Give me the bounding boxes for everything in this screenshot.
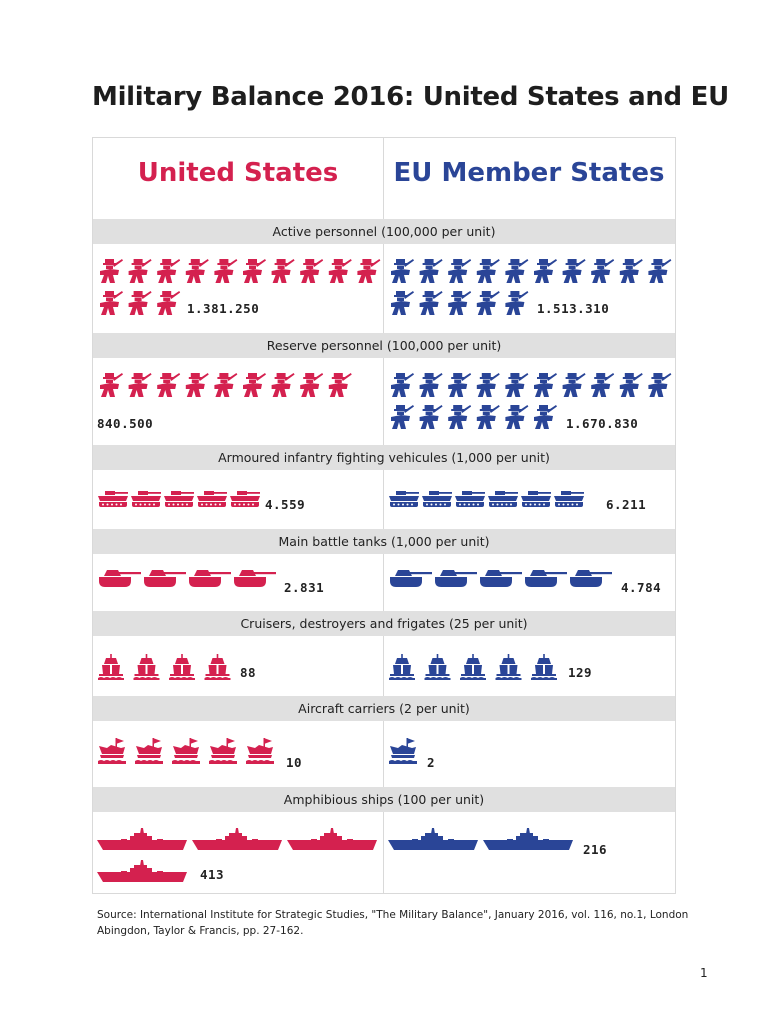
soldier-icon — [391, 259, 414, 283]
soldier-icon — [477, 405, 500, 429]
carrier-icon — [246, 738, 274, 764]
frigate-icon — [134, 654, 160, 680]
soldier-icon — [563, 373, 586, 397]
eu-ifv-value: 6.211 — [606, 497, 647, 512]
carrier-icon — [98, 738, 126, 764]
ifv-icon — [389, 491, 419, 507]
soldier-icon — [420, 259, 443, 283]
eu-reserve-personnel-value: 1.670.830 — [566, 416, 639, 431]
us-amphibious-ship-icons — [97, 828, 379, 884]
soldier-icon — [186, 259, 209, 283]
soldier-icon — [648, 259, 671, 283]
category-label: Main battle tanks (1,000 per unit) — [278, 534, 490, 549]
soldier-icon — [448, 405, 471, 429]
eu-active-personnel-icons — [388, 258, 673, 318]
soldier-icon — [391, 291, 414, 315]
amphibious-ship-icon — [388, 828, 478, 850]
amphibious-ship-icon — [192, 828, 282, 850]
soldier-icon — [391, 373, 414, 397]
eu-tank-icons — [388, 570, 614, 590]
soldier-icon — [100, 259, 123, 283]
soldier-icon — [129, 259, 152, 283]
us-active-personnel-value: 1.381.250 — [187, 301, 260, 316]
us-reserve-personnel-icons — [97, 372, 354, 400]
soldier-icon — [648, 373, 671, 397]
frigate-icon — [169, 654, 195, 680]
frigate-icon — [496, 654, 522, 680]
soldier-icon — [300, 259, 323, 283]
us-reserve-personnel-value: 840.500 — [97, 416, 154, 431]
soldier-icon — [591, 373, 614, 397]
soldier-icon — [505, 291, 528, 315]
carrier-icon — [172, 738, 200, 764]
ifv-icon — [98, 491, 128, 507]
eu-carrier-icons — [388, 738, 420, 766]
soldier-icon — [329, 373, 352, 397]
soldier-icon — [563, 259, 586, 283]
column-divider — [383, 138, 384, 893]
soldier-icon — [620, 259, 643, 283]
category-label: Cruisers, destroyers and frigates (25 per unit) — [240, 616, 528, 631]
frigate-icon — [460, 654, 486, 680]
category-band-aircraft-carriers — [93, 696, 675, 721]
soldier-icon — [420, 373, 443, 397]
soldier-icon — [505, 405, 528, 429]
soldier-icon — [214, 259, 237, 283]
us-ifv-value: 4.559 — [265, 497, 306, 512]
category-label: Aircraft carriers (2 per unit) — [298, 701, 470, 716]
soldier-icon — [534, 373, 557, 397]
soldier-icon — [591, 259, 614, 283]
soldier-icon — [186, 373, 209, 397]
soldier-icon — [420, 291, 443, 315]
carrier-icon — [209, 738, 237, 764]
soldier-icon — [505, 373, 528, 397]
us-carrier-icons — [97, 738, 277, 766]
us-tank-value: 2.831 — [284, 580, 325, 595]
soldier-icon — [534, 259, 557, 283]
ifv-icon — [521, 491, 551, 507]
eu-amphibious-ship-icons — [388, 828, 575, 852]
tank-icon — [144, 570, 186, 587]
column-header-us: United States — [137, 158, 339, 188]
tank-icon — [390, 570, 432, 587]
ifv-icon — [422, 491, 452, 507]
tank-icon — [570, 570, 612, 587]
frigate-icon — [425, 654, 451, 680]
tank-icon — [525, 570, 567, 587]
source-note: Source: International Institute for Strategic Studies, "The Military Balance", January 2016, vol. 116, no.1, London Abingdon, Taylor & Francis, pp. 27-162. — [97, 909, 689, 937]
soldier-icon — [157, 259, 180, 283]
amphibious-ship-icon — [483, 828, 573, 850]
soldier-icon — [448, 373, 471, 397]
us-frigate-value: 88 — [240, 665, 257, 680]
soldier-icon — [534, 405, 557, 429]
eu-ifv-icons — [388, 490, 587, 510]
soldier-icon — [477, 373, 500, 397]
us-frigate-icons — [97, 654, 234, 682]
eu-amphibious-ship-value: 216 — [583, 842, 608, 857]
soldier-icon — [357, 259, 380, 283]
category-band-surface-combatants — [93, 611, 675, 636]
amphibious-ship-icon — [97, 860, 187, 882]
category-band-main-battle-tanks — [93, 529, 675, 554]
category-band-amphibious-ships — [93, 787, 675, 812]
us-carrier-value: 10 — [286, 755, 303, 770]
page-title: Military Balance 2016: United States and EU — [92, 82, 729, 112]
soldier-icon — [157, 291, 180, 315]
soldier-icon — [448, 259, 471, 283]
frigate-icon — [531, 654, 557, 680]
amphibious-ship-icon — [287, 828, 377, 850]
soldier-icon — [100, 373, 123, 397]
soldier-icon — [243, 373, 266, 397]
tank-icon — [480, 570, 522, 587]
soldier-icon — [477, 259, 500, 283]
soldier-icon — [157, 373, 180, 397]
infographic-frame — [92, 137, 676, 894]
ifv-icon — [554, 491, 584, 507]
soldier-icon — [329, 259, 352, 283]
us-amphibious-ship-value: 413 — [200, 867, 225, 882]
category-label: Active personnel (100,000 per unit) — [272, 224, 496, 239]
category-band-infantry-fighting-vehicles — [93, 445, 675, 470]
eu-tank-value: 4.784 — [621, 580, 662, 595]
column-header-eu: EU Member States — [393, 158, 665, 188]
soldier-icon — [129, 291, 152, 315]
soldier-icon — [620, 373, 643, 397]
eu-frigate-icons — [388, 654, 560, 682]
frigate-icon — [389, 654, 415, 680]
soldier-icon — [272, 259, 295, 283]
eu-frigate-value: 129 — [568, 665, 593, 680]
amphibious-ship-icon — [97, 828, 187, 850]
soldier-icon — [129, 373, 152, 397]
tank-icon — [189, 570, 231, 587]
soldier-icon — [243, 259, 266, 283]
soldier-icon — [391, 405, 414, 429]
ifv-icon — [455, 491, 485, 507]
ifv-icon — [230, 491, 260, 507]
soldier-icon — [477, 291, 500, 315]
soldier-icon — [300, 373, 323, 397]
tank-icon — [435, 570, 477, 587]
ifv-icon — [131, 491, 161, 507]
category-band-reserve-personnel — [93, 333, 675, 358]
category-label: Amphibious ships (100 per unit) — [283, 792, 485, 807]
soldier-icon — [272, 373, 295, 397]
eu-carrier-value: 2 — [427, 755, 436, 770]
us-tank-icons — [97, 570, 278, 590]
carrier-icon — [135, 738, 163, 764]
ifv-icon — [164, 491, 194, 507]
category-label: Armoured infantry fighting vehicules (1,000 per unit) — [218, 450, 550, 465]
soldier-icon — [448, 291, 471, 315]
frigate-icon — [205, 654, 231, 680]
tank-icon — [234, 570, 276, 587]
category-label: Reserve personnel (100,000 per unit) — [266, 338, 502, 353]
soldier-icon — [214, 373, 237, 397]
ifv-icon — [488, 491, 518, 507]
carrier-icon — [389, 738, 417, 764]
frigate-icon — [98, 654, 124, 680]
page-number: 1 — [700, 966, 708, 980]
eu-active-personnel-value: 1.513.310 — [537, 301, 610, 316]
soldier-icon — [100, 291, 123, 315]
us-ifv-icons — [97, 490, 263, 510]
tank-icon — [99, 570, 141, 587]
ifv-icon — [197, 491, 227, 507]
soldier-icon — [505, 259, 528, 283]
soldier-icon — [420, 405, 443, 429]
category-band-active-personnel — [93, 219, 675, 244]
